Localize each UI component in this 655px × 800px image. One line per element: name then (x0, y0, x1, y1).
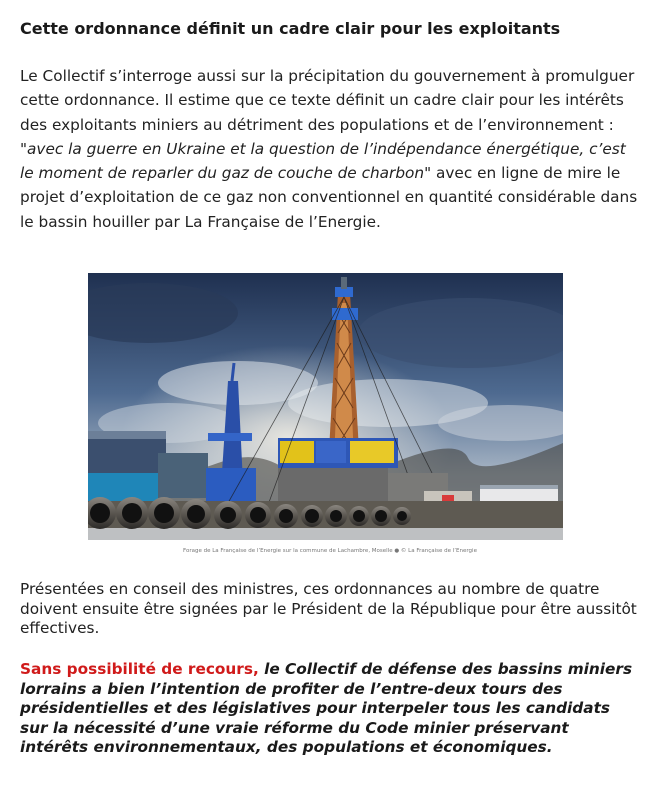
paragraph-text-before-quote: Le Collectif s’interroge aussi sur la précipitation du gouvernement à promulguer cette ordonnance. Il estime que ce texte définit un cadre clair pour les intérêts des exploitants miniers au détriment des populations et de l’environnement : " (20, 67, 635, 158)
highlight-lead: Sans possibilité de recours, (20, 660, 259, 678)
paragraph-recours (20, 660, 640, 758)
drilling-rig-photo (88, 273, 563, 540)
section-heading: Cette ordonnance définit un cadre clair pour les exploitants (20, 19, 561, 38)
quote-text: avec la guerre en Ukraine et la question de l’indépendance énergétique, c’est le moment de reparler du gaz de couche de charbon (20, 139, 626, 183)
paragraph-recours-text: le Collectif de défense des bassins miniers lorrains a bien l’intention de profiter de l’entre-deux tours des présidentielles et des législatives pour interpeler tous les candidats sur la nécessité d’une vraie réforme du Code minier préservant intérêts environnementaux, des populations et économiques. (20, 660, 633, 757)
drilling-site-image (88, 273, 563, 540)
paragraph-collectif (20, 64, 640, 234)
photo-caption: Forage de La Française de l’Energie sur la commune de Lachambre, Moselle ● © La Française de l’Energie (183, 548, 477, 554)
paragraph-ordonnances: Présentées en conseil des ministres, ces ordonnances au nombre de quatre doivent ensuite être signées par le Président de la République pour être aussitôt effectives. (20, 580, 637, 637)
paragraph-text-after-quote: " avec en ligne de mire le projet d’exploitation de ce gaz non conventionnel en quantité considérable dans le bassin houiller par La Française de l’Energie. (20, 164, 638, 231)
